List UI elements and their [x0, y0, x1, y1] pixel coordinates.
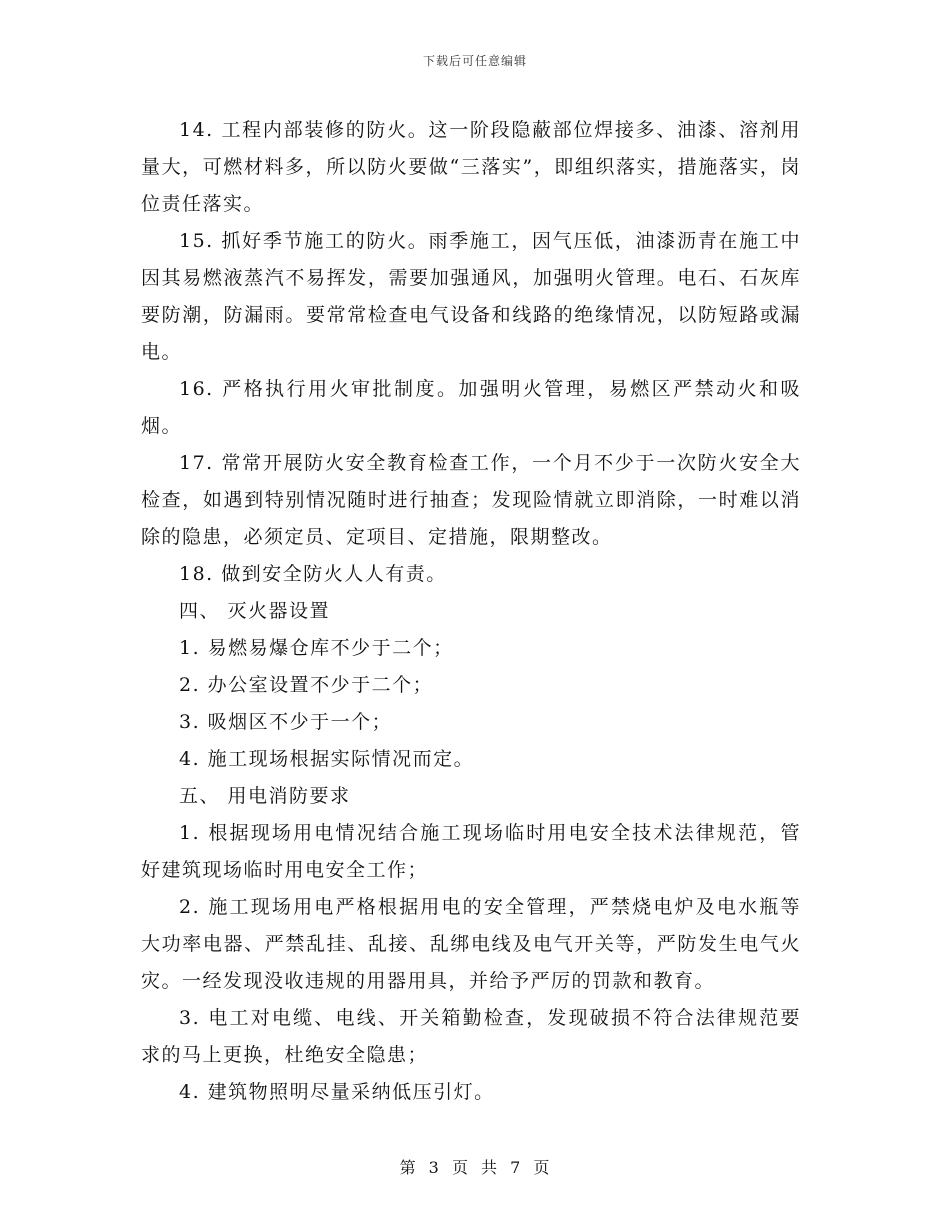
page-number-footer: 第 3 页 共 7 页 [399, 1158, 551, 1177]
electrical-item-2: 2. 施工现场用电严格根据用电的安全管理，严禁烧电炉及电水瓶等大功率电器、严禁乱挂、乱接、乱绑电线及电气开关等，严防发生电气火灾。一经发现没收违规的用器用具，并给予严厉的罚款和教育。 [141, 896, 801, 992]
paragraph-16-fire-approval: 16. 严格执行用火审批制度。加强明火管理，易燃区严禁动火和吸烟。 [141, 378, 801, 437]
paragraph-15-seasonal-construction-fire: 15. 抓好季节施工的防火。雨季施工，因气压低，油漆沥青在施工中因其易燃液蒸汽不易挥发，需要加强通风，加强明火管理。电石、石灰库要防潮，防漏雨。要常常检查电气设备和线路的绝缘情况，以防短路或漏电。 [141, 230, 801, 363]
extinguisher-item-1: 1. 易燃易爆仓库不少于二个； [179, 637, 454, 659]
electrical-item-4: 4. 建筑物照明尽量采纳低压引灯。 [179, 1081, 495, 1103]
paragraph-17-safety-education: 17. 常常开展防火安全教育检查工作，一个月不少于一次防火安全大检查，如遇到特别情况随时进行抽查；发现险情就立即消除，一时难以消除的隐患，必须定员、定项目、定措施，限期整改。 [141, 452, 801, 548]
document-body [141, 112, 801, 1111]
extinguisher-item-2: 2. 办公室设置不少于二个； [179, 674, 434, 696]
electrical-item-1: 1. 根据现场用电情况结合施工现场临时用电安全技术法律规范，管好建筑现场临时用电安全工作； [141, 822, 801, 881]
paragraph-18-responsibility: 18. 做到安全防火人人有责。 [179, 563, 447, 585]
section-heading-extinguishers: 四、 灭火器设置 [179, 600, 331, 622]
extinguisher-item-4: 4. 施工现场根据实际情况而定。 [179, 748, 475, 770]
extinguisher-item-3: 3. 吸烟区不少于一个； [179, 711, 393, 733]
paragraph-14-interior-decoration-fire: 14. 工程内部装修的防火。这一阶段隐蔽部位焊接多、油漆、溶剂用量大，可燃材料多，所以防火要做“三落实”，即组织落实，措施落实，岗位责任落实。 [141, 119, 801, 215]
page-header-note: 下载后可任意编辑 [422, 54, 527, 68]
electrical-item-3: 3. 电工对电缆、电线、开关箱勤检查，发现破损不符合法律规范要求的马上更换，杜绝安全隐患； [141, 1007, 801, 1066]
section-heading-electrical-fire: 五、 用电消防要求 [179, 785, 351, 807]
